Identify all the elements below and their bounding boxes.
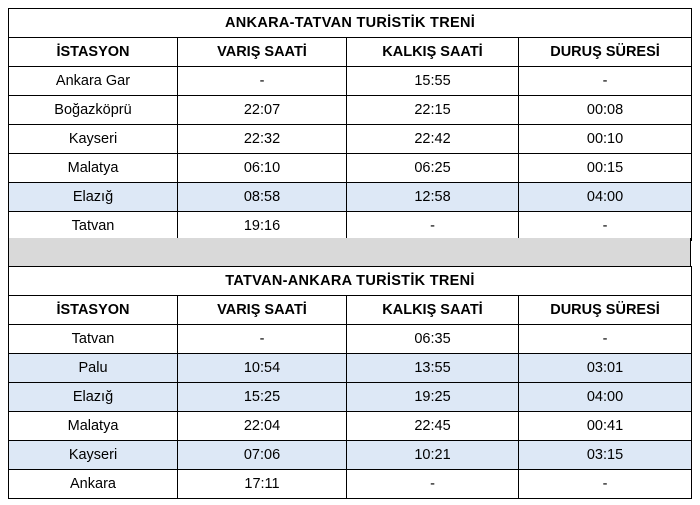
arrival-time-cell: 06:10: [178, 154, 347, 183]
table-row: [9, 212, 692, 241]
station-cell: Malatya: [9, 154, 178, 183]
table-row: [9, 383, 692, 412]
stop-duration-cell: 04:00: [519, 183, 692, 212]
stop-duration-cell: 00:41: [519, 412, 692, 441]
departure-time-cell: 12:58: [347, 183, 519, 212]
timetable-body: [9, 267, 692, 499]
timetable-title: TATVAN-ANKARA TURİSTİK TRENİ: [9, 267, 692, 296]
stop-duration-cell: -: [519, 67, 692, 96]
departure-time-cell: 22:15: [347, 96, 519, 125]
departure-time-cell: 13:55: [347, 354, 519, 383]
table-row: [9, 412, 692, 441]
station-cell: Ankara Gar: [9, 67, 178, 96]
timetable-title-row: [9, 9, 692, 38]
timetable-body: [9, 9, 692, 241]
departure-time-cell: 06:35: [347, 325, 519, 354]
timetable-header-row: [9, 38, 692, 67]
arrival-time-cell: 22:32: [178, 125, 347, 154]
arrival-time-cell: 10:54: [178, 354, 347, 383]
stop-duration-cell: 03:01: [519, 354, 692, 383]
timetable-title: ANKARA-TATVAN TURİSTİK TRENİ: [9, 9, 692, 38]
station-cell: Elazığ: [9, 383, 178, 412]
arrival-time-cell: 08:58: [178, 183, 347, 212]
table-row: [9, 325, 692, 354]
header-departure: KALKIŞ SAATİ: [347, 296, 519, 325]
header-arrival: VARIŞ SAATİ: [178, 38, 347, 67]
header-station: İSTASYON: [9, 296, 178, 325]
table-row: [9, 470, 692, 499]
station-cell: Tatvan: [9, 325, 178, 354]
stop-duration-cell: -: [519, 212, 692, 241]
header-stop-duration: DURUŞ SÜRESİ: [519, 296, 692, 325]
header-stop-duration: DURUŞ SÜRESİ: [519, 38, 692, 67]
stop-duration-cell: -: [519, 325, 692, 354]
header-departure: KALKIŞ SAATİ: [347, 38, 519, 67]
departure-time-cell: 22:45: [347, 412, 519, 441]
departure-time-cell: 15:55: [347, 67, 519, 96]
table-row: [9, 67, 692, 96]
station-cell: Kayseri: [9, 125, 178, 154]
departure-time-cell: 06:25: [347, 154, 519, 183]
stop-duration-cell: -: [519, 470, 692, 499]
tatvan-ankara-timetable: [8, 266, 692, 499]
station-cell: Boğazköprü: [9, 96, 178, 125]
departure-time-cell: -: [347, 212, 519, 241]
table-row: [9, 154, 692, 183]
departure-time-cell: 19:25: [347, 383, 519, 412]
table-row: [9, 183, 692, 212]
arrival-time-cell: 19:16: [178, 212, 347, 241]
arrival-time-cell: 22:04: [178, 412, 347, 441]
table-row: [9, 441, 692, 470]
stop-duration-cell: 00:15: [519, 154, 692, 183]
stop-duration-cell: 00:08: [519, 96, 692, 125]
arrival-time-cell: 07:06: [178, 441, 347, 470]
departure-time-cell: 22:42: [347, 125, 519, 154]
table-row: [9, 354, 692, 383]
station-cell: Elazığ: [9, 183, 178, 212]
ankara-tatvan-timetable: [8, 8, 692, 241]
station-cell: Malatya: [9, 412, 178, 441]
station-cell: Ankara: [9, 470, 178, 499]
arrival-time-cell: 22:07: [178, 96, 347, 125]
arrival-time-cell: 15:25: [178, 383, 347, 412]
stop-duration-cell: 00:10: [519, 125, 692, 154]
stop-duration-cell: 03:15: [519, 441, 692, 470]
departure-time-cell: 10:21: [347, 441, 519, 470]
timetable-title-row: [9, 267, 692, 296]
table-row: [9, 96, 692, 125]
header-station: İSTASYON: [9, 38, 178, 67]
station-cell: Tatvan: [9, 212, 178, 241]
station-cell: Kayseri: [9, 441, 178, 470]
header-arrival: VARIŞ SAATİ: [178, 296, 347, 325]
departure-time-cell: -: [347, 470, 519, 499]
timetable-header-row: [9, 296, 692, 325]
table-row: [9, 125, 692, 154]
arrival-time-cell: -: [178, 325, 347, 354]
station-cell: Palu: [9, 354, 178, 383]
table-separator: [8, 238, 691, 266]
arrival-time-cell: -: [178, 67, 347, 96]
stop-duration-cell: 04:00: [519, 383, 692, 412]
arrival-time-cell: 17:11: [178, 470, 347, 499]
